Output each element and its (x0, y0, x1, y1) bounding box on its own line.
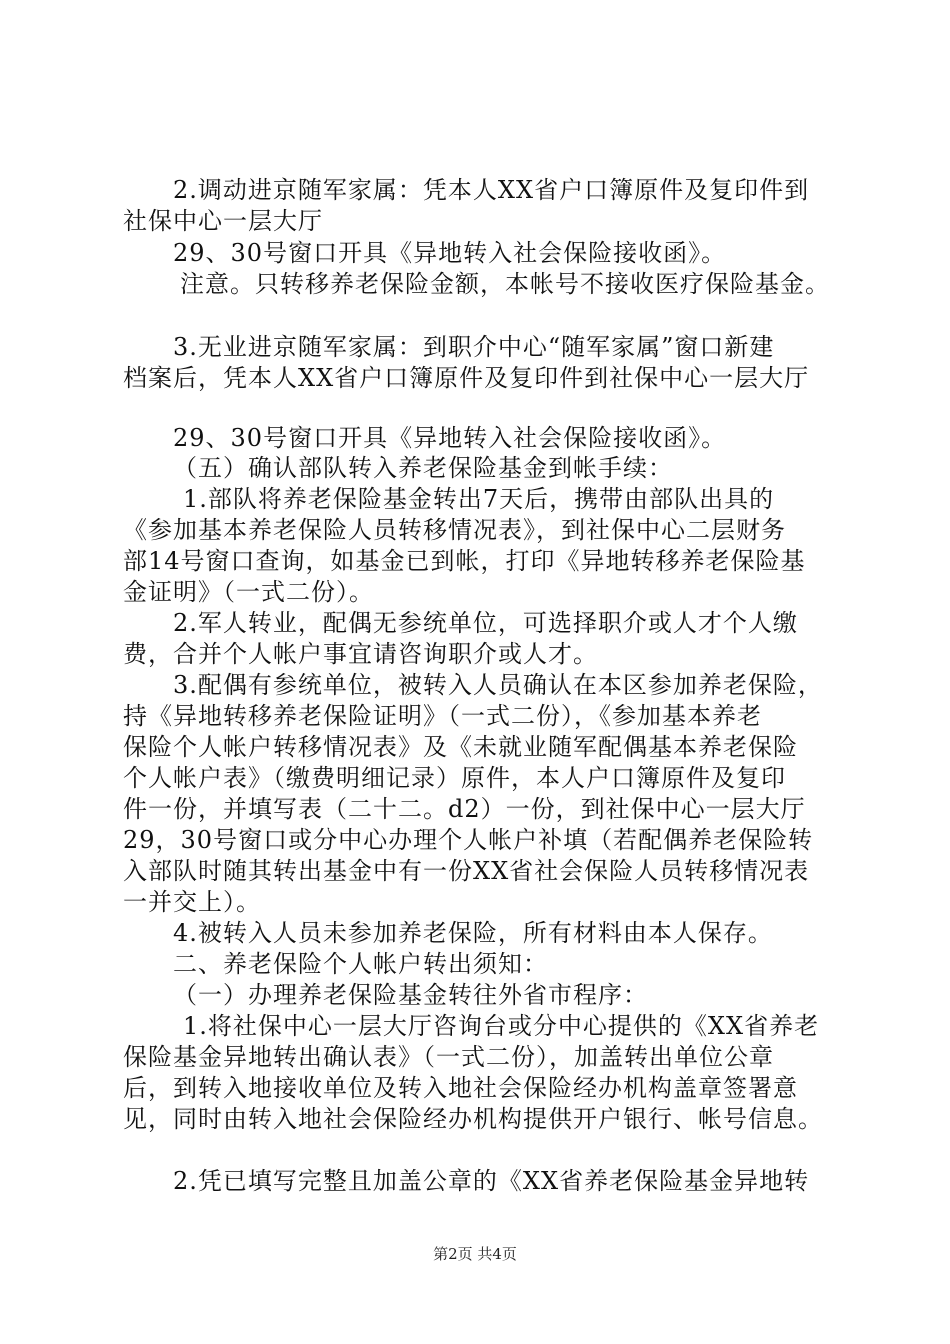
text-line: 后，到转入地接收单位及转入地社会保险经办机构盖章签署意 (123, 1074, 798, 1102)
text-line: 1.将社保中心一层大厅咨询台或分中心提供的《XX省养老 (183, 1012, 820, 1040)
text-line: 29，30号窗口或分中心办理个人帐户补填（若配偶养老保险转 (123, 826, 814, 854)
text-line: 保险基金异地转出确认表》（一式二份），加盖转出单位公章 (123, 1043, 774, 1071)
text-line: 入部队时随其转出基金中有一份XX省社会保险人员转移情况表 (123, 857, 810, 885)
page-footer (0, 1244, 950, 1264)
text-line: 注意。只转移养老保险金额，本帐号不接收医疗保险基金。 (180, 270, 830, 298)
text-line: 件一份，并填写表（二十二。d2）一份，到社保中心一层大厅 (123, 795, 806, 823)
text-line: 社保中心一层大厅 (123, 207, 323, 235)
text-line: （一）办理养老保险基金转往外省市程序： (173, 981, 648, 1009)
text-line: 2.调动进京随军家属：凭本人XX省户口簿原件及复印件到 (173, 176, 810, 204)
text-line: 3.无业进京随军家属：到职介中心“随军家属”窗口新建 (173, 333, 775, 361)
text-line: 29、30号窗口开具《异地转入社会保险接收函》。 (173, 424, 727, 452)
text-line: 保险个人帐户转移情况表》及《未就业随军配偶基本养老保险 (123, 733, 798, 761)
text-line: 一并交上）。 (123, 888, 261, 916)
text-line: 二、养老保险个人帐户转出须知： (173, 950, 548, 978)
text-line: 2.凭已填写完整且加盖公章的《XX省养老保险基金异地转 (173, 1167, 810, 1195)
text-line: 个人帐户表》（缴费明细记录）原件，本人户口簿原件及复印 (123, 764, 786, 792)
text-line: 见，同时由转入地社会保险经办机构提供开户银行、帐号信息。 (123, 1105, 823, 1133)
text-line: 29、30号窗口开具《异地转入社会保险接收函》。 (173, 239, 727, 267)
text-line: 费，合并个人帐户事宜请咨询职介或人才。 (123, 640, 598, 668)
text-line: 档案后，凭本人XX省户口簿原件及复印件到社保中心一层大厅 (123, 364, 810, 392)
text-line: 金证明》（一式二份）。 (123, 578, 374, 606)
text-line: 4.被转入人员未参加养老保险，所有材料由本人保存。 (173, 919, 773, 947)
text-line: 部14号窗口查询，如基金已到帐，打印《异地转移养老保险基 (123, 547, 806, 575)
text-line: （五）确认部队转入养老保险基金到帐手续： (173, 454, 673, 482)
text-line: 2.军人转业，配偶无参统单位，可选择职介或人才个人缴 (173, 609, 798, 637)
text-line: 3.配偶有参统单位，被转入人员确认在本区参加养老保险， (173, 671, 823, 699)
text-line: 《参加基本养老保险人员转移情况表》，到社保中心二层财务 (123, 516, 786, 544)
text-line: 持《异地转移养老保险证明》（一式二份），《参加基本养老 (123, 702, 762, 730)
text-line: 1.部队将养老保险基金转出7天后，携带由部队出具的 (183, 485, 775, 513)
page-number-label: 第2页 共4页 (433, 1245, 517, 1263)
